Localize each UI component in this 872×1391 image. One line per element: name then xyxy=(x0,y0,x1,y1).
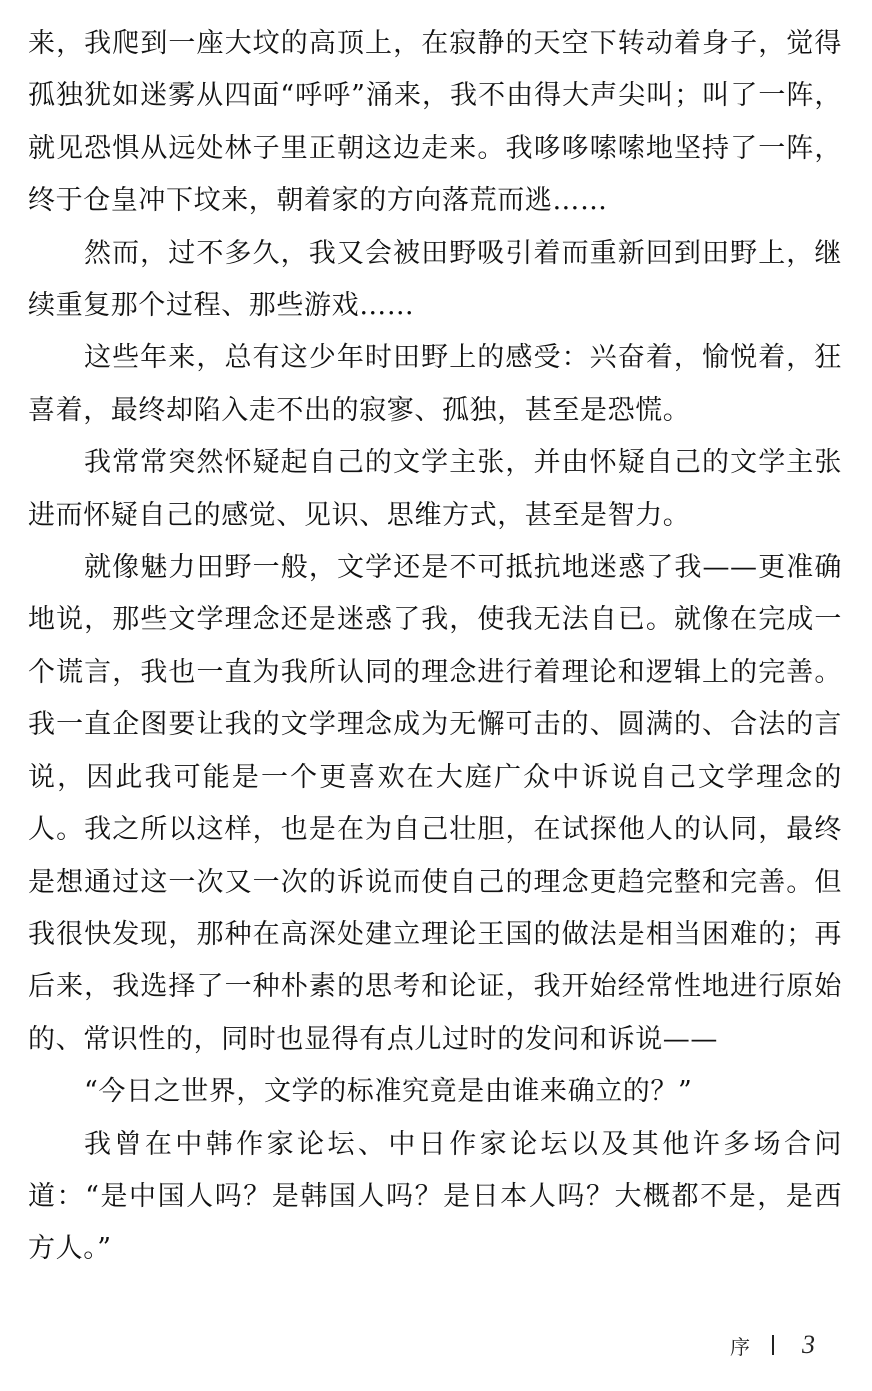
paragraph-5: 就像魅力田野一般，文学还是不可抵抗地迷惑了我——更准确地说，那些文学理念还是迷惑了我，使我无法自已。就像在完成一个谎言，我也一直为我所认同的理念进行着理论和逻辑上的完善。我一直企图要让我的文学理念成为无懈可击的、圆满的、合法的言说，因此我可能是一个更喜欢在大庭广众中诉说自己文学理念的人。我之所以这样，也是在为自己壮胆，在试探他人的认同，最终是想通过这一次又一次的诉说而使自己的理念更趋完整和完善。但我很快发现，那种在高深处建立理论王国的做法是相当困难的；再后来，我选择了一种朴素的思考和论证，我开始经常性地进行原始的、常识性的，同时也显得有点儿过时的发问和诉说—— xyxy=(28,552,842,1055)
paragraph-7: 我曾在中韩作家论坛、中日作家论坛以及其他许多场合问道：“是中国人吗？是韩国人吗？是日本人吗？大概都不是，是西方人。” xyxy=(28,1128,842,1265)
book-page-body xyxy=(28,18,842,1276)
paragraph-2: 然而，过不多久，我又会被田野吸引着而重新回到田野上，继续重复那个过程、那些游戏…… xyxy=(28,237,842,322)
paragraph-1: 来，我爬到一座大坟的高顶上，在寂静的天空下转动着身子，觉得孤独犹如迷雾从四面“呼呼”涌来，我不由得大声尖叫；叫了一阵，就见恐惧从远处林子里正朝这边走来。我哆哆嗦嗦地坚持了一阵，终于仓皇冲下坟来，朝着家的方向落荒而逃…… xyxy=(28,28,842,217)
paragraph-3: 这些年来，总有这少年时田野上的感受：兴奋着，愉悦着，狂喜着，最终却陷入走不出的寂寥、孤独，甚至是恐慌。 xyxy=(28,342,842,426)
footer-divider xyxy=(772,1335,774,1355)
section-label: 序 xyxy=(730,1334,750,1359)
page-number: 3 xyxy=(802,1330,815,1359)
paragraph-4: 我常常突然怀疑起自己的文学主张，并由怀疑自己的文学主张进而怀疑自己的感觉、见识、思维方式，甚至是智力。 xyxy=(28,447,842,531)
page-footer xyxy=(730,1330,815,1360)
paragraph-6-quote: “今日之世界，文学的标准究竟是由谁来确立的？” xyxy=(84,1076,693,1108)
